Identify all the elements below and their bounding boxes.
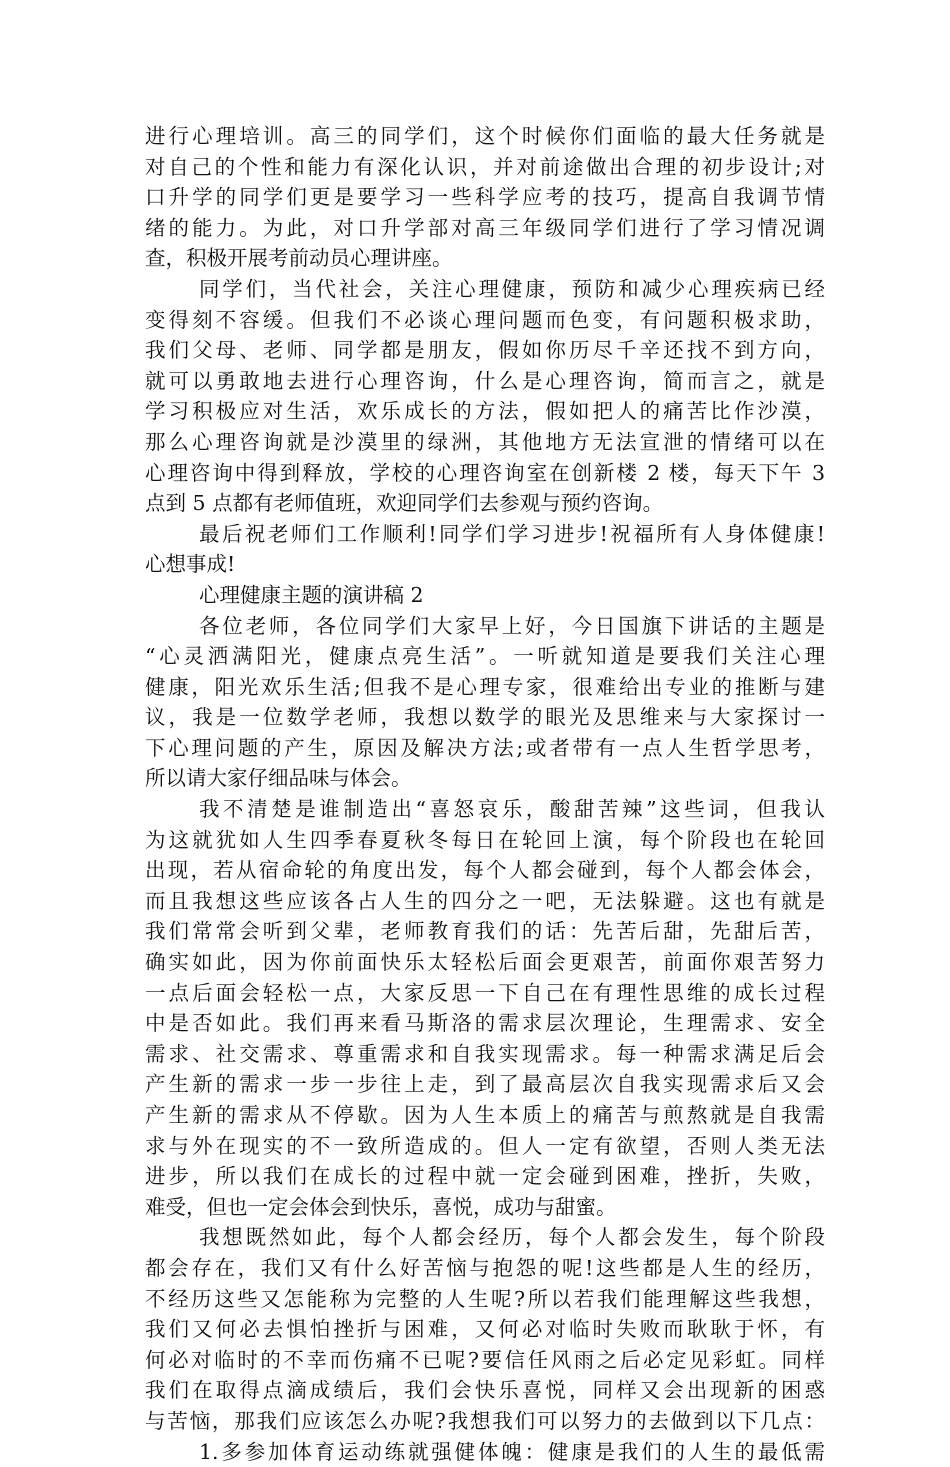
text-line: 一点后面会轻松一点，大家反思一下自己在有理性思维的成长过程 — [145, 980, 825, 1005]
text-line: 都会存在，我们又有什么好苦恼与抱怨的呢!这些都是人生的经历， — [145, 1255, 825, 1280]
text-line: 我想既然如此，每个人都会经历，每个人都会发生，每个阶段 — [199, 1225, 825, 1250]
text-line: 而且我想这些应该各占人生的四分之一吧，无法躲避。这也有就是 — [145, 888, 825, 913]
text-line: 难受，但也一定会体会到快乐，喜悦，成功与甜蜜。 — [145, 1194, 617, 1219]
text-line: 点到 5 点都有老师值班，欢迎同学们去参观与预约咨询。 — [145, 491, 664, 516]
text-line: 下心理问题的产生，原因及解决方法;或者带有一点人生哲学思考， — [145, 735, 825, 760]
text-line: 何必对临时的不幸而伤痛不已呢?要信任风雨之后必定见彩虹。同样 — [145, 1347, 825, 1372]
text-line: 查，积极开展考前动员心理讲座。 — [145, 246, 453, 271]
text-line: 需求、社交需求、尊重需求和自我实现需求。每一种需求满足后会 — [145, 1041, 825, 1066]
text-line: 绪的能力。为此，对口升学部对高三年级同学们进行了学习情况调 — [145, 215, 825, 240]
text-line: 那么心理咨询就是沙漠里的绿洲，其他地方无法宣泄的情绪可以在 — [145, 429, 825, 454]
text-line: 各位老师，各位同学们大家早上好，今日国旗下讲话的主题是 — [199, 613, 825, 638]
text-line: 我不清楚是谁制造出“喜怒哀乐，酸甜苦辣”这些词，但我认 — [199, 797, 825, 822]
text-line: 我们在取得点滴成绩后，我们会快乐喜悦，同样又会出现新的困惑 — [145, 1378, 825, 1403]
text-line: 就可以勇敢地去进行心理咨询，什么是心理咨询，简而言之，就是 — [145, 368, 825, 393]
text-line: 最后祝老师们工作顺利!同学们学习进步!祝福所有人身体健康! — [199, 521, 825, 546]
text-line: 产生新的需求从不停歇。因为人生本质上的痛苦与煎熬就是自我需 — [145, 1103, 825, 1127]
text-line: 变得刻不容缓。但我们不必谈心理问题而色变，有问题积极求助， — [145, 307, 825, 332]
text-line: 产生新的需求一步一步往上走，到了最高层次自我实现需求后又会 — [145, 1072, 825, 1097]
text-line: 中是否如此。我们再来看马斯洛的需求层次理论，生理需求、安全 — [145, 1011, 825, 1036]
text-line: 1.多参加体育运动练就强健体魄：健康是我们的人生的最低需 — [199, 1439, 825, 1464]
text-line: 出现，若从宿命轮的角度出发，每个人都会碰到，每个人都会体会， — [145, 858, 825, 883]
text-line: 我们又何必去惧怕挫折与困难，又何必对临时失败而耿耿于怀，有 — [145, 1317, 825, 1342]
text-line: 确实如此，因为你前面快乐太轻松后面会更艰苦，前面你艰苦努力 — [145, 950, 825, 975]
text-line: 对自己的个性和能力有深化认识，并对前途做出合理的初步设计;对 — [145, 154, 825, 179]
text-line: 进步，所以我们在成长的过程中就一定会碰到困难，挫折，失败， — [145, 1164, 825, 1189]
text-line: 不经历这些又怎能称为完整的人生呢?所以若我们能理解这些我想， — [145, 1286, 825, 1311]
text-line: 学习积极应对生活，欢乐成长的方法，假如把人的痛苦比作沙漠， — [145, 399, 825, 424]
text-line: 进行心理培训。高三的同学们，这个时候你们面临的最大任务就是 — [145, 124, 825, 148]
text-line: 同学们，当代社会，关注心理健康，预防和减少心理疾病已经 — [199, 276, 825, 301]
text-line: 所以请大家仔细品味与体会。 — [145, 766, 412, 791]
text-line: 心想事成! — [145, 552, 236, 577]
text-line: “心灵洒满阳光，健康点亮生活”。一听就知道是要我们关注心理 — [145, 644, 825, 669]
text-line: 心理咨询中得到释放，学校的心理咨询室在创新楼 2 楼，每天下午 3 — [145, 460, 825, 485]
text-line: 求与外在现实的不一致所造成的。但人一定有欲望，否则人类无法 — [145, 1133, 825, 1158]
section-heading: 心理健康主题的演讲稿 2 — [199, 582, 424, 607]
text-line: 我们常常会听到父辈，老师教育我们的话：先苦后甜，先甜后苦， — [145, 919, 825, 944]
text-line: 议，我是一位数学老师，我想以数学的眼光及思维来与大家探讨一 — [145, 705, 825, 730]
text-line: 口升学的同学们更是要学习一些科学应考的技巧，提高自我调节情 — [145, 185, 825, 210]
text-line: 为这就犹如人生四季春夏秋冬每日在轮回上演，每个阶段也在轮回 — [145, 827, 825, 852]
text-line: 健康，阳光欢乐生活;但我不是心理专家，很难给出专业的推断与建 — [145, 674, 825, 699]
document-body — [145, 121, 825, 1467]
text-line: 与苦恼，那我们应该怎么办呢?我想我们可以努力的去做到以下几点： — [145, 1408, 825, 1433]
text-line: 我们父母、老师、同学都是朋友，假如你历尽千辛还找不到方向， — [145, 338, 825, 363]
